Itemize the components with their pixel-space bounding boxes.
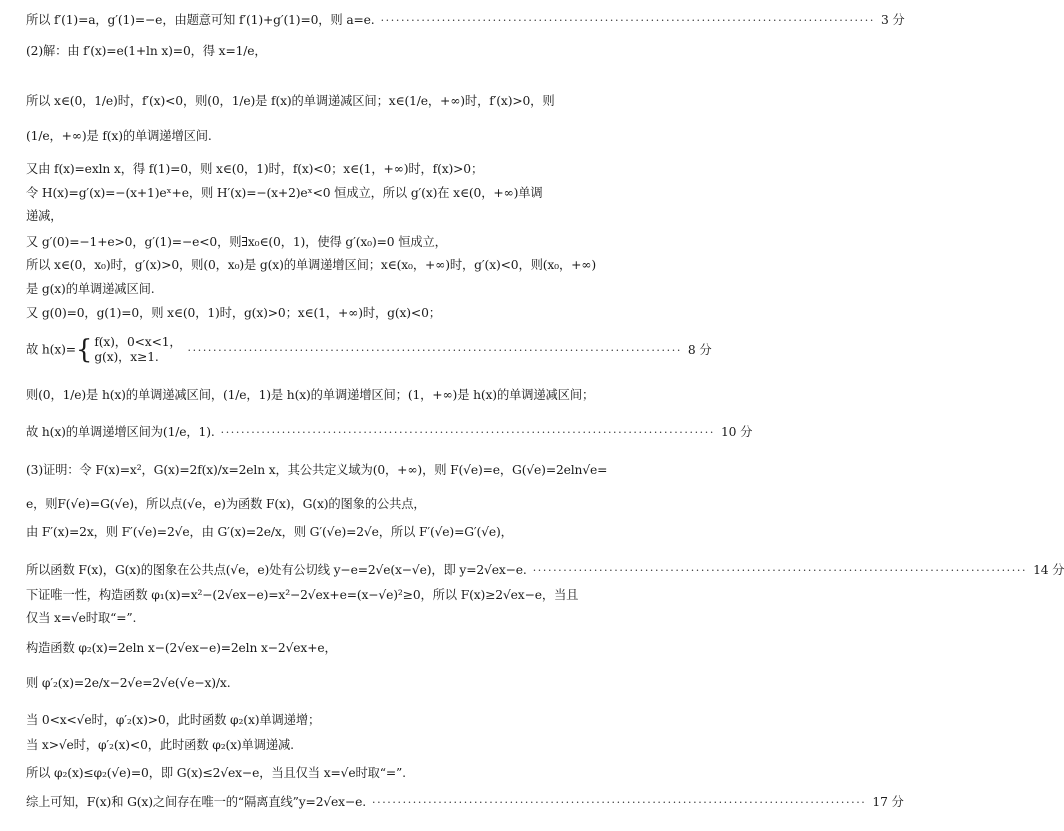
solution-line: 仅当 x=√e时取“=”. [26, 611, 137, 625]
piecewise-case: g(x)，x≥1. [94, 350, 159, 364]
dot-leader: ································································································· [380, 14, 875, 27]
solution-line: 所以 φ₂(x)≤φ₂(√e)=0，即 G(x)≤2√ex−e，当且仅当 x=√e时取“=”. [26, 766, 406, 780]
solution-line: 由 F′(x)=2x，则 F′(√e)=2√e，由 G′(x)=2e/x，则 G′(√e)=2√e，所以 F′(√e)=G′(√e)， [26, 525, 513, 539]
solution-line: 又 g′(0)=−1+e>0，g′(1)=−e<0，则∃x₀∈(0，1)，使得 g′(x₀)=0 恒成立， [26, 235, 447, 249]
solution-line: (3)证明：令 F(x)=x²，G(x)=2f(x)/x=2eln x，其公共定义域为(0，+∞)，则 F(√e)=e，G(√e)=2eln√e= [26, 463, 608, 477]
score-mark: 10 分 [720, 425, 753, 439]
solution-line: 所以函数 F(x)，G(x)的图象在公共点(√e，e)处有公切线 y−e=2√e(x−√e)，即 y=2√ex−e. ································································································· 14 分 [26, 563, 1064, 577]
solution-line: 是 g(x)的单调递减区间. [26, 282, 155, 296]
score-mark: 14 分 [1033, 563, 1064, 577]
solution-line: 则(0，1/e)是 h(x)的单调递减区间，(1/e，1)是 h(x)的单调递增区间；(1，+∞)是 h(x)的单调递减区间； [26, 388, 595, 402]
piecewise-case: f(x)，0<x<1， [94, 335, 182, 349]
solution-line: 所以 x∈(0，1/e)时，f′(x)<0，则(0，1/e)是 f(x)的单调递减区间；x∈(1/e，+∞)时，f′(x)>0，则 [26, 94, 555, 108]
solution-line: 又 g(0)=0，g(1)=0，则 x∈(0，1)时，g(x)>0；x∈(1，+∞)时，g(x)<0； [26, 306, 441, 320]
solution-line: 所以 x∈(0，x₀)时，g′(x)>0，则(0，x₀)是 g(x)的单调递增区间；x∈(x₀，+∞)时，g′(x)<0，则(x₀，+∞) [26, 258, 596, 272]
score-mark: 8 分 [687, 342, 712, 357]
dot-leader: ································································································· [532, 564, 1028, 577]
solution-line: 令 H(x)=g′(x)=−(x+1)eˣ+e，则 H′(x)=−(x+2)eˣ<0 恒成立，所以 g′(x)在 x∈(0，+∞)单调 [26, 186, 543, 200]
solution-line: 故 h(x)的单调递增区间为(1/e，1). ································································································· 10 分 [26, 425, 753, 439]
dot-leader: ································································································· [220, 426, 715, 439]
solution-line: 当 0<x<√e时，φ′₂(x)>0，此时函数 φ₂(x)单调递增； [26, 713, 321, 727]
score-mark: 17 分 [872, 795, 904, 809]
left-brace-icon: { [75, 335, 93, 365]
solution-line: e，则F(√e)=G(√e)，所以点(√e，e)为函数 F(x)，G(x)的图象的公共点， [26, 497, 426, 511]
solution-line: 当 x>√e时，φ′₂(x)<0，此时函数 φ₂(x)单调递减. [26, 738, 294, 752]
score-mark: 3 分 [880, 13, 905, 27]
solution-line: 构造函数 φ₂(x)=2eln x−(2√ex−e)=2eln x−2√ex+e， [26, 641, 337, 655]
solution-line: (1/e，+∞)是 f(x)的单调递增区间. [26, 129, 212, 143]
solution-line: 递减， [26, 209, 63, 223]
solution-line: 综上可知，F(x)和 G(x)之间存在唯一的“隔离直线”y=2√ex−e. ································································································· 17 分 [26, 795, 904, 809]
solution-line: 下证唯一性，构造函数 φ₁(x)=x²−(2√ex−e)=x²−2√ex+e=(x−√e)²≥0，所以 F(x)≥2√ex−e，当且 [26, 588, 579, 602]
dot-leader: ································································································· [187, 343, 682, 357]
dot-leader: ································································································· [372, 796, 867, 809]
solution-line: (2)解：由 f′(x)=e(1+ln x)=0，得 x=1/e， [26, 44, 267, 58]
solution-line: 则 φ′₂(x)=2e/x−2√e=2√e(√e−x)/x. [26, 676, 231, 690]
solution-line: 所以 f′(1)=a，g′(1)=−e，由题意可知 f′(1)+g′(1)=0，则 a=e. ································································································· 3 分 [26, 13, 905, 27]
piecewise-definition: 故 h(x)={ f(x)，0<x<1， g(x)，x≥1. ································································································· 8 分 [26, 335, 712, 365]
solution-line: 又由 f(x)=exln x，得 f(1)=0，则 x∈(0，1)时，f(x)<0；x∈(1，+∞)时，f(x)>0； [26, 162, 484, 176]
